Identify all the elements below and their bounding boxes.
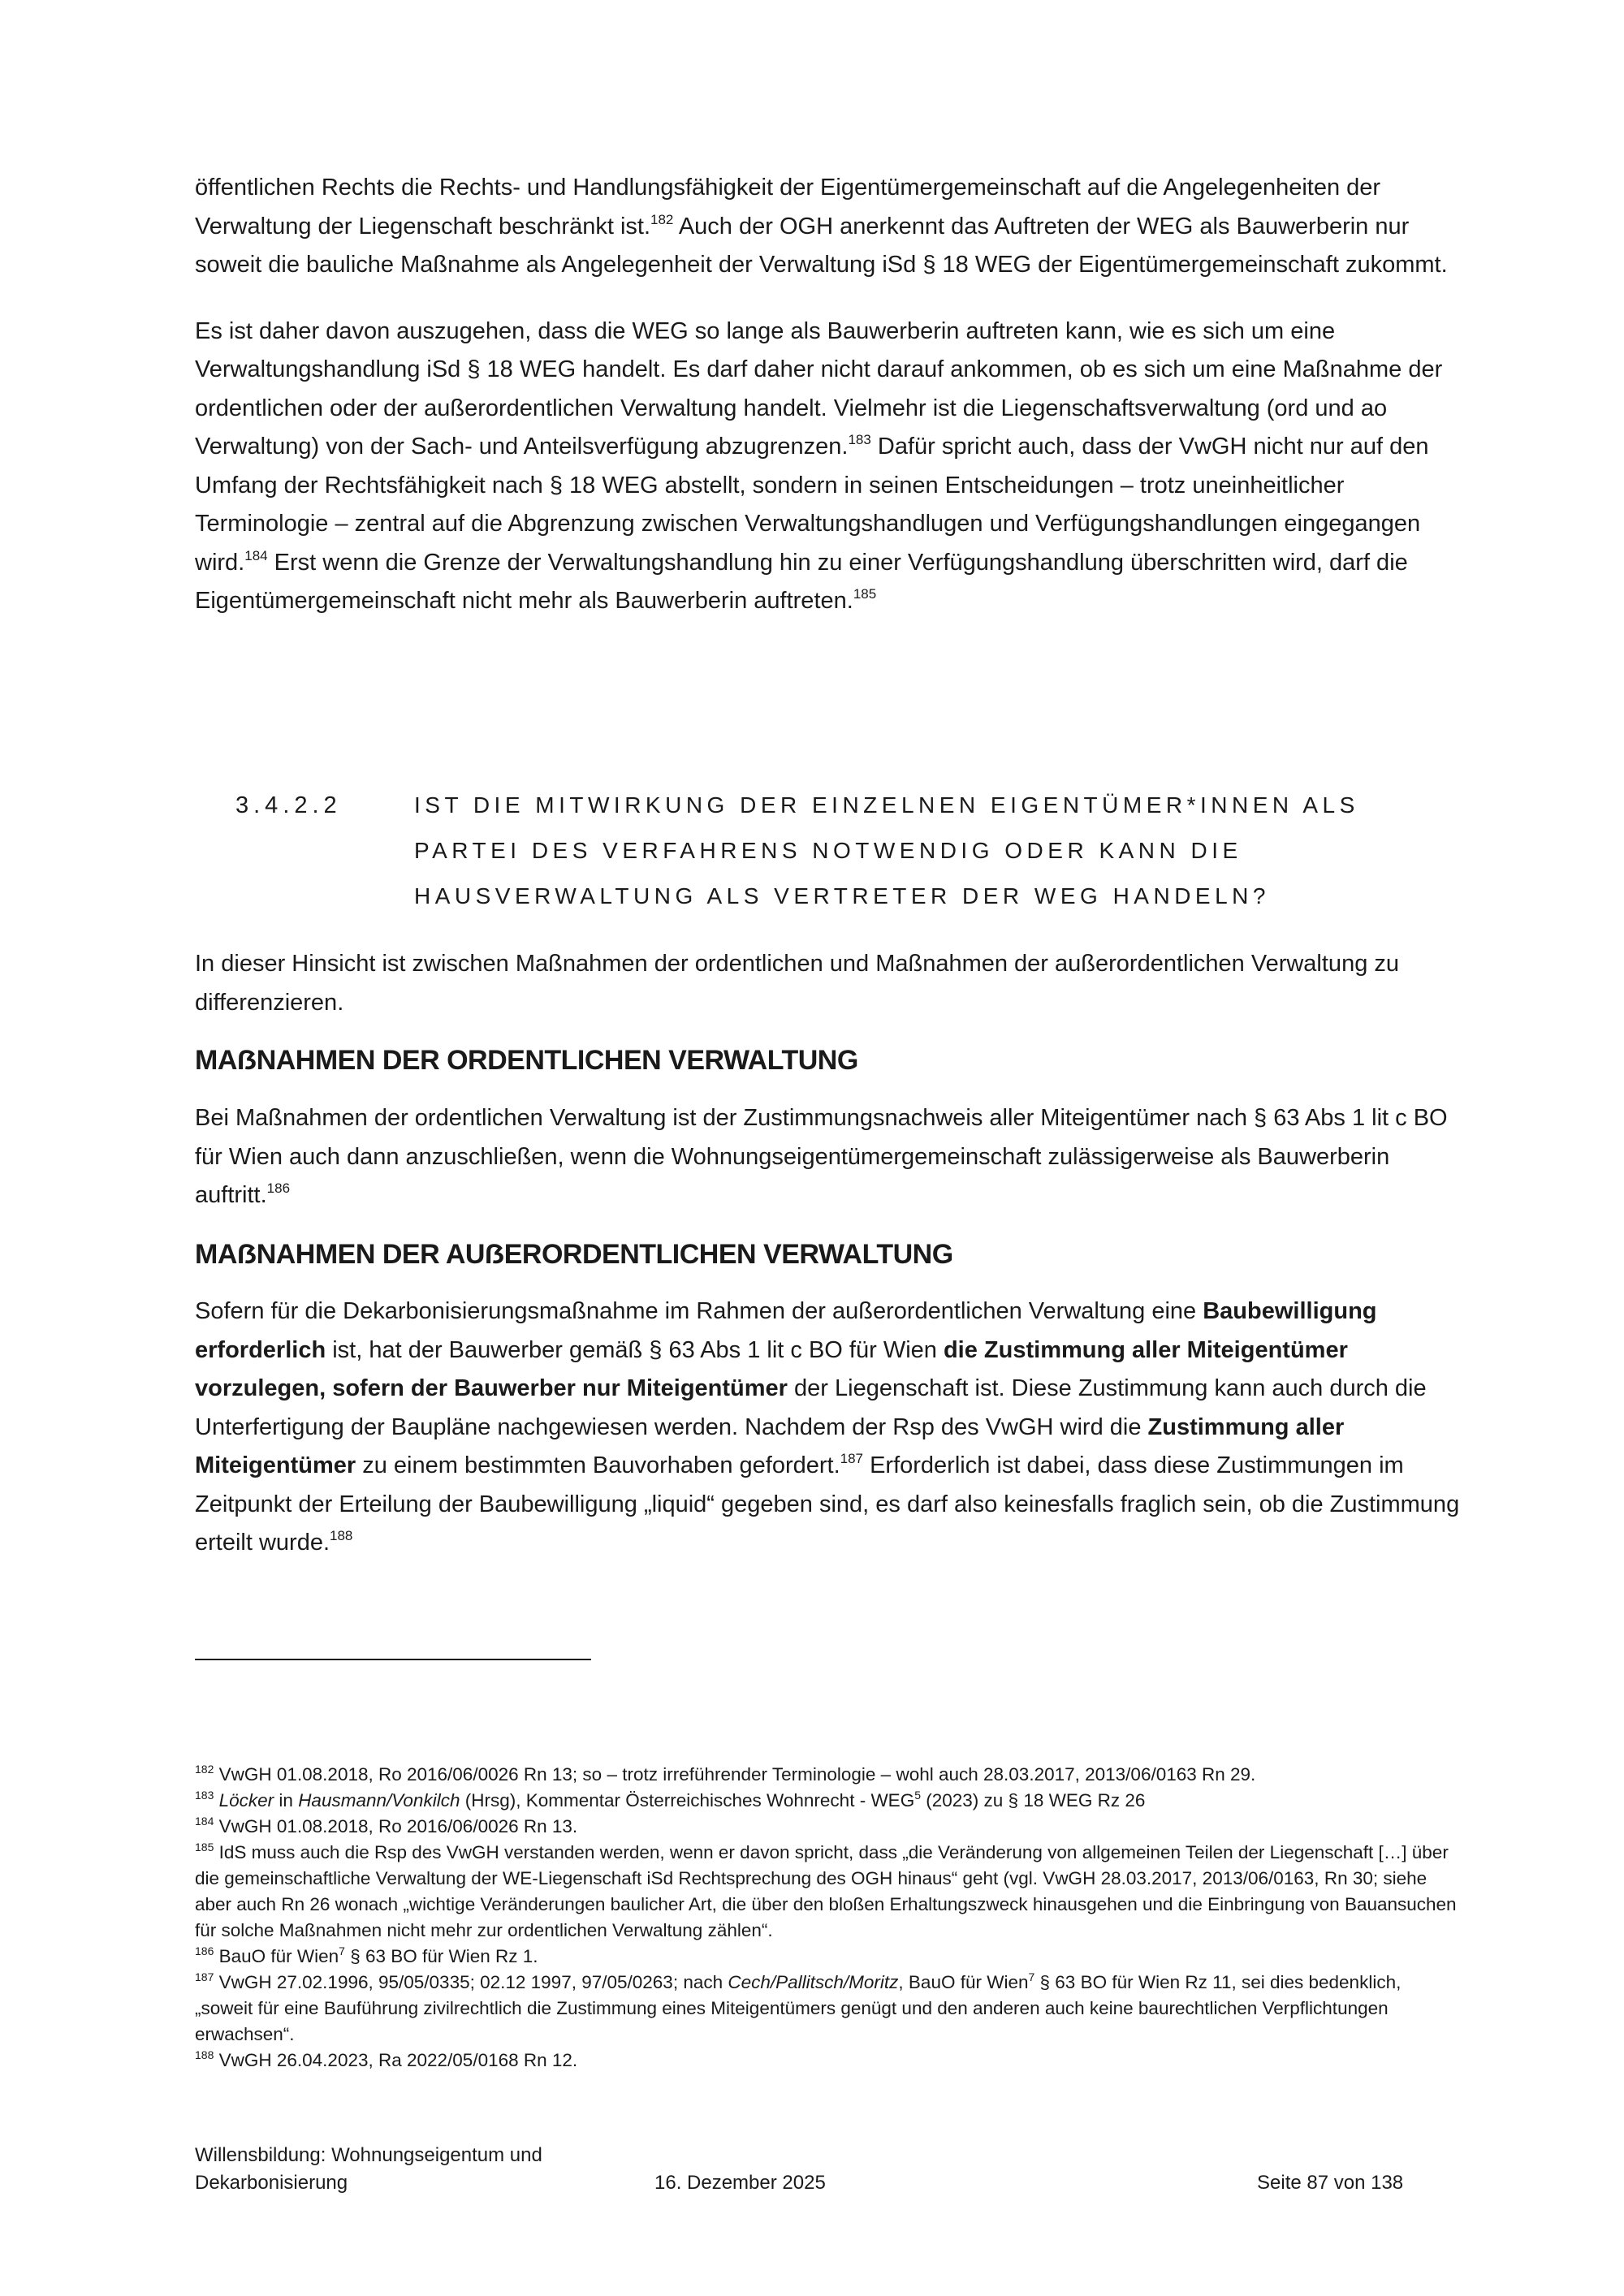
paragraph — [195, 313, 1462, 621]
footnote-separator — [195, 1659, 591, 1660]
footnote-text: VwGH 27.02.1996, 95/05/0335; 02.12 1997, 97/05/0263; nach — [214, 1972, 728, 1992]
footnote — [195, 1814, 1462, 1840]
page-number: Seite 87 von 138 — [1257, 2172, 1404, 2194]
subheading-ordinary: MAẞNAHMEN DER ORDENTLICHEN VERWALTUNG — [195, 1045, 858, 1076]
footnote-text: VwGH 01.08.2018, Ro 2016/06/0026 Rn 13. — [214, 1816, 578, 1836]
footnote-text: IdS muss auch die Rsp des VwGH verstanden werden, wenn er davon spricht, dass „die Veränderung von allgemeinen Teilen der Liegenschaft […] über die gemeinschaftliche Verwaltung der WE-Liegenschaft iSd Rechtsprechung des OGH hinaus“ geht (vgl. VwGH 28.03.2017, 2013/06/0163, Rn 30; siehe aber auch Rn 26 wonach „wichtige Veränderungen baulicher Art, die über den bloßen Erhaltungszweck hinausgehen und die Einbringung von Bauansuchen für solche Maßnahmen nicht mehr zur ordentlichen Verwaltung zählen“. — [195, 1842, 1457, 1940]
bold-text: Zustimmung aller Miteigentümer — [195, 1413, 1345, 1478]
footnote-number: 188 — [195, 2048, 214, 2061]
footnote-text: (Hrsg), Kommentar Österreichisches Wohnrecht - WEG — [460, 1790, 915, 1810]
text: ist, hat der Bauwerber gemäß § 63 Abs 1 lit c BO für Wien — [326, 1336, 944, 1363]
text: Dafür spricht auch, dass der VwGH nicht nur auf den Umfang der Rechtsfähigkeit nach § 18 WEG abstellt, sondern in seinen Entscheidungen – trotz uneinheitlicher Terminologie – zentral auf die Abgrenzung zwischen Verwaltungshandlugen und Verfügungshandlungen eingegangen wird. — [195, 434, 1429, 576]
text: Bei Maßnahmen der ordentlichen Verwaltung ist der Zustimmungsnachweis aller Miteigentümer nach § 63 Abs 1 lit c BO für Wien auch dann anzuschließen, wenn die Wohnungseigentümergemeinschaft zulässigerweise als Bauwerberin auftritt. — [195, 1105, 1448, 1208]
paragraph — [195, 1293, 1462, 1563]
footnote — [195, 1762, 1462, 1788]
footnote-number: 187 — [195, 1970, 214, 1983]
edition: 7 — [1028, 1970, 1035, 1983]
footnote-ref[interactable]: 186 — [266, 1180, 291, 1196]
paragraph: In dieser Hinsicht ist zwischen Maßnahmen der ordentlichen und Maßnahmen der außerordentlichen Verwaltung zu differenzieren. — [195, 951, 1400, 1016]
paragraph — [195, 1099, 1462, 1215]
footer-title-line: Dekarbonisierung — [195, 2172, 348, 2194]
footer-date: 16. Dezember 2025 — [654, 2172, 826, 2194]
footnote-text: § 63 BO für Wien Rz 11, sei dies bedenklich, „soweit für eine Bauführung zivilrechtlich die Zustimmung eines Miteigentümers genügt und den anderen auch keine baurechtlichen Verpflichtungen erwachsen“. — [195, 1972, 1402, 2044]
text: Sofern für die Dekarbonisierungsmaßnahme im Rahmen der außerordentlichen Verwaltung eine — [195, 1298, 1203, 1324]
footnote-number: 186 — [195, 1944, 214, 1957]
footnote-number: 183 — [195, 1789, 214, 1802]
text: Auch der OGH anerkennt das Auftreten der WEG als Bauwerberin nur soweit die bauliche Maßnahme als Angelegenheit der Verwaltung iSd § 18 WEG der Eigentümergemeinschaft zukommt. — [195, 213, 1448, 278]
footnote — [195, 1970, 1462, 2048]
footnote-text: § 63 BO für Wien Rz 1. — [344, 1946, 538, 1966]
section-title: IST DIE MITWIRKUNG DER EINZELNEN EIGENTÜMER*INNEN ALS PARTEI DES VERFAHRENS NOTWENDIG ODER KANN DIE HAUSVERWALTUNG ALS VERTRETER DER WEG HANDELN? — [414, 792, 1359, 908]
footer-document-title — [195, 2142, 601, 2197]
edition: 7 — [339, 1944, 345, 1957]
bold-text: Baubewilligung erforderlich — [195, 1298, 1377, 1363]
footnote-text: , BauO für Wien — [898, 1972, 1029, 1992]
footnote — [195, 1788, 1462, 1814]
author: Cech/Pallitsch/Moritz — [728, 1972, 899, 1992]
edition: 5 — [914, 1789, 921, 1802]
footnote-text: VwGH 26.04.2023, Ra 2022/05/0168 Rn 12. — [214, 2050, 578, 2070]
footnote-ref[interactable]: 183 — [848, 432, 871, 447]
footnote-ref[interactable]: 187 — [840, 1451, 864, 1466]
text: zu einem bestimmten Bauvorhaben gefordert. — [356, 1452, 840, 1478]
footnote-ref[interactable]: 188 — [330, 1528, 353, 1543]
footnote-ref[interactable]: 184 — [244, 547, 268, 563]
footnote-number: 182 — [195, 1763, 214, 1776]
text: Es ist daher davon auszugehen, dass die WEG so lange als Bauwerberin auftreten kann, wie es sich um eine Verwaltungshandlung iSd § 18 WEG handelt. Es darf daher nicht darauf ankommen, ob es sich um eine Maßnahme der ordentlichen oder der außerordentlichen Verwaltung handelt. Vielmehr ist die Liegenschaftsverwaltung (ord und ao Verwaltung) von der Sach- und Anteilsverfügung abzugrenzen. — [195, 317, 1443, 460]
footnote-text: VwGH 01.08.2018, Ro 2016/06/0026 Rn 13; so – trotz irreführender Terminologie – wohl auch 28.03.2017, 2013/06/0163 Rn 29. — [214, 1764, 1256, 1785]
paragraph — [195, 169, 1462, 285]
bold-text: die Zustimmung aller Miteigentümer vorzulegen, sofern der Bauwerber nur Miteigentümer — [195, 1336, 1348, 1401]
text: der Liegenschaft ist. Diese Zustimmung kann auch durch die Unterfertigung der Baupläne nachgewiesen werden. Nachdem der Rsp des VwGH wird die — [195, 1375, 1427, 1440]
footnotes — [195, 1762, 1462, 2074]
text: Erforderlich ist dabei, dass diese Zustimmungen im Zeitpunkt der Erteilung der Baubewilligung „liquid“ gegeben sind, es darf also keinesfalls fraglich sein, ob die Zustimmung erteilt wurde. — [195, 1452, 1460, 1556]
author: Hausmann/Vonkilch — [298, 1790, 460, 1810]
author: Löcker — [218, 1790, 274, 1810]
main-text — [195, 169, 1462, 621]
text: öffentlichen Rechts die Rechts- und Handlungsfähigkeit der Eigentümergemeinschaft auf die Angelegenheiten der Verwaltung der Liegenschaft beschränkt ist. — [195, 175, 1381, 240]
footnote — [195, 2048, 1462, 2074]
text: Erst wenn die Grenze der Verwaltungshandlung hin zu einer Verfügungshandlung überschritten wird, darf die Eigentümergemeinschaft nicht mehr als Bauwerberin auftreten. — [195, 549, 1408, 614]
footer-title-line: Willensbildung: Wohnungseigentum und — [195, 2144, 542, 2166]
subheading-extraordinary: MAẞNAHMEN DER AUẞERORDENTLICHEN VERWALTUNG — [195, 1239, 953, 1270]
footnote-ref[interactable]: 182 — [650, 211, 674, 227]
footnote-number: 185 — [195, 1841, 214, 1854]
footnote-text: (2023) zu § 18 WEG Rz 26 — [921, 1790, 1146, 1810]
footnote-text: BauO für Wien — [214, 1946, 339, 1966]
footnote — [195, 1840, 1462, 1944]
footnote-number: 184 — [195, 1815, 214, 1828]
section-number: 3.4.2.2 — [235, 792, 342, 818]
footnote-ref[interactable]: 185 — [853, 586, 877, 602]
footnote — [195, 1944, 1462, 1970]
footnote-text: in — [274, 1790, 299, 1810]
